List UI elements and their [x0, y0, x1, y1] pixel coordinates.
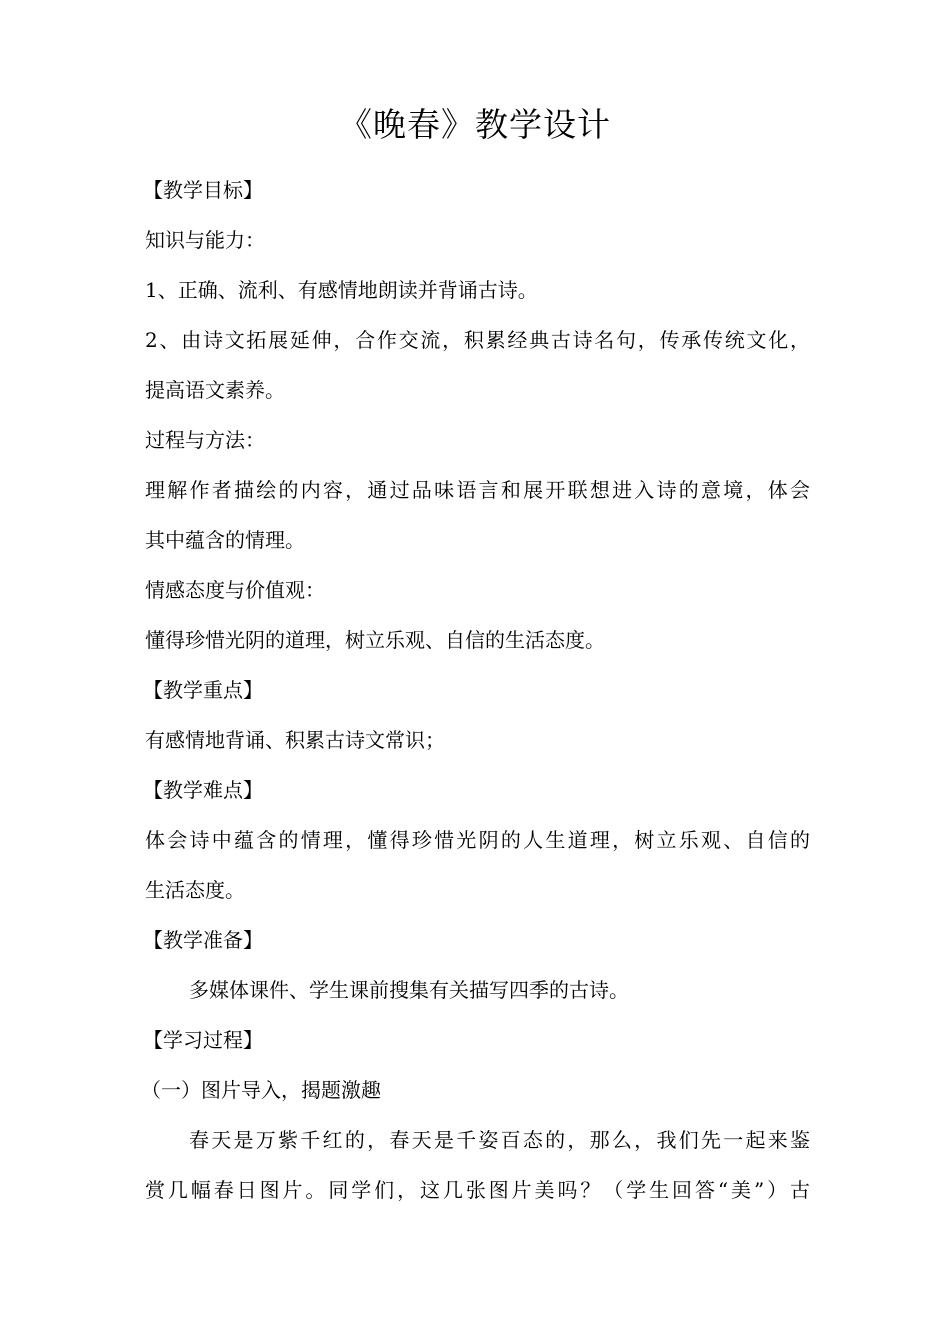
step-heading-1: （一）图片导入，揭题激趣 [141, 1078, 381, 1102]
section-heading-learning-process: 【学习过程】 [143, 1028, 263, 1052]
section-heading-difficulties: 【教学难点】 [143, 778, 263, 802]
objective-item-2-continued: 提高语文素养。 [145, 378, 285, 402]
difficulties-text-continued: 生活态度。 [145, 878, 245, 902]
step-1-paragraph-line-1: 春天是万紫千红的，春天是千姿百态的，那么，我们先一起来鉴 [189, 1128, 810, 1152]
process-method-text-continued: 其中蕴含的情理。 [145, 528, 305, 552]
section-heading-key-points: 【教学重点】 [143, 678, 263, 702]
difficulties-text: 体会诗中蕴含的情理，懂得珍惜光阴的人生道理，树立乐观、自信的 [145, 828, 810, 852]
key-points-text: 有感情地背诵、积累古诗文常识； [145, 728, 445, 752]
attitude-values-text: 懂得珍惜光阴的道理，树立乐观、自信的生活态度。 [145, 628, 605, 652]
subheading-knowledge-ability: 知识与能力： [145, 228, 265, 252]
objective-item-2: 2、由诗文拓展延伸，合作交流，积累经典古诗名句，传承传统文化， [145, 328, 810, 352]
document-title: 《晚春》教学设计 [339, 105, 611, 144]
document-body [141, 165, 810, 1215]
subheading-process-method: 过程与方法： [145, 428, 265, 452]
section-heading-objectives: 【教学目标】 [143, 178, 263, 202]
section-heading-preparation: 【教学准备】 [143, 928, 263, 952]
step-1-paragraph-line-2: 赏几幅春日图片。同学们，这几张图片美吗？（学生回答“美”）古 [145, 1178, 810, 1202]
subheading-attitude-values: 情感态度与价值观： [145, 578, 325, 602]
process-method-text: 理解作者描绘的内容，通过品味语言和展开联想进入诗的意境，体会 [145, 478, 810, 502]
objective-item-1: 1、正确、流利、有感情地朗读并背诵古诗。 [145, 278, 538, 302]
preparation-text: 多媒体课件、学生课前搜集有关描写四季的古诗。 [189, 978, 629, 1002]
